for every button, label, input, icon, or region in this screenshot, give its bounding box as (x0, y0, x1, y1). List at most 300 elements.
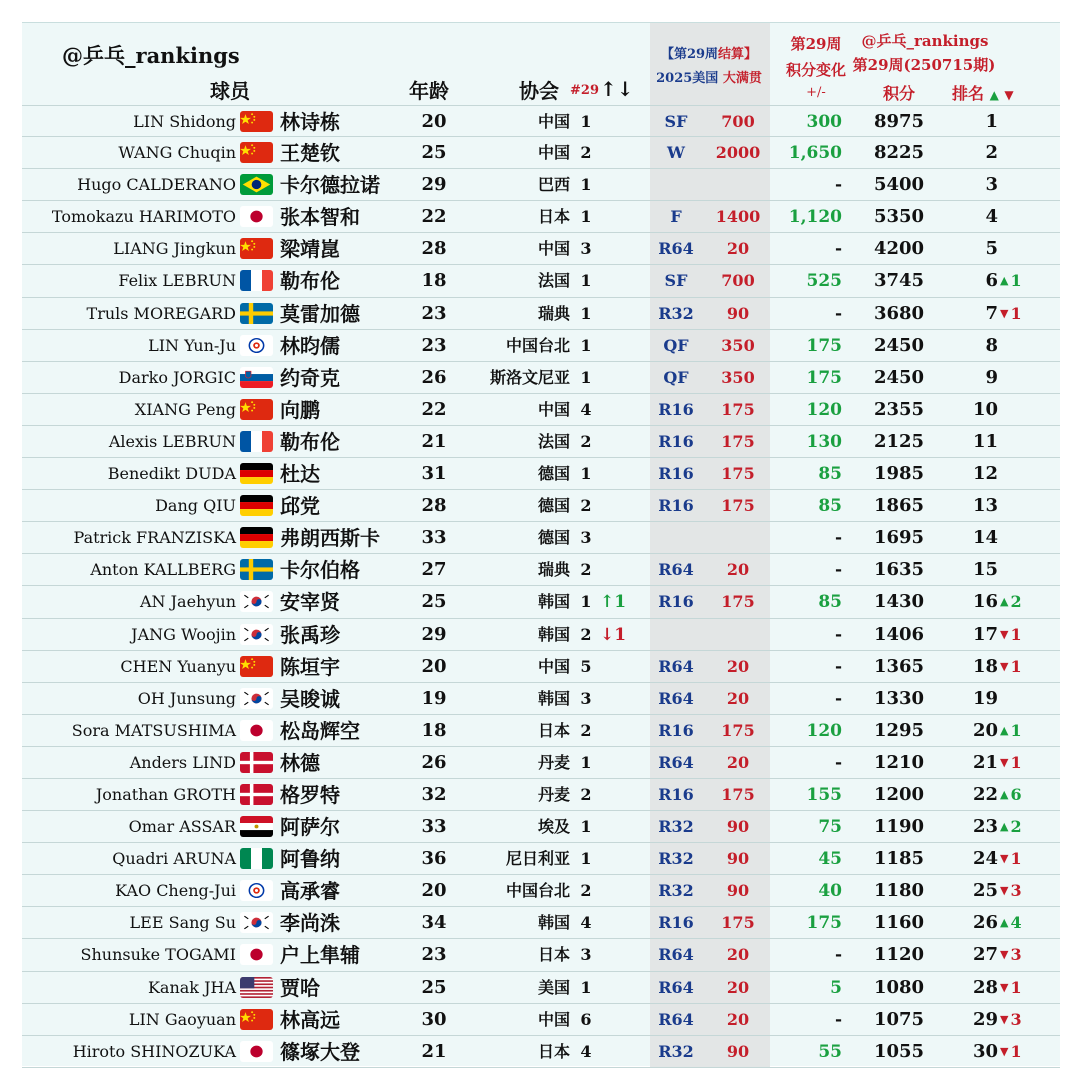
table-row (22, 715, 1060, 747)
ranking-points: 5400 (873, 174, 925, 196)
player-name-en: Felix LEBRUN (118, 271, 236, 291)
header-points: 积分 (882, 84, 915, 103)
association-rank: 1 (580, 207, 592, 227)
world-rank: 2 (985, 142, 998, 164)
player-name-en: Benedikt DUDA (107, 464, 236, 484)
player-name-en: CHEN Yuanyu (120, 656, 236, 676)
points-change: - (834, 239, 842, 260)
event-round: QF (663, 335, 689, 355)
sweden-flag-icon (240, 559, 273, 580)
player-name-cn: 林德 (280, 750, 320, 775)
header-change-week: 第29周 (790, 35, 842, 53)
rank-move-value: 1 (1010, 1041, 1022, 1061)
player-age: 28 (421, 495, 447, 517)
player-name-en: Anton KALLBERG (90, 560, 236, 580)
germany-flag-icon (240, 463, 273, 484)
rank-down-icon: ▼ (1000, 627, 1009, 641)
rank-move (1000, 1036, 1022, 1068)
points-change: - (834, 303, 842, 324)
association-rank: 5 (580, 656, 592, 676)
ranking-points: 1985 (873, 463, 925, 485)
watermark-handle: @乒乓_rankings (62, 43, 240, 68)
world-rank: 29 (972, 1008, 998, 1030)
world-rank: 17 (972, 623, 998, 645)
event-round: R64 (658, 239, 694, 259)
ranking-points: 5350 (873, 206, 925, 228)
header-change-sign: +/- (806, 85, 826, 100)
player-association: 德国 (537, 528, 570, 548)
event-points: 20 (726, 656, 750, 676)
event-points: 175 (721, 913, 755, 933)
event-round: R64 (658, 1009, 694, 1029)
china-flag-icon (240, 1009, 273, 1030)
rank-move (1000, 907, 1022, 939)
table-row (22, 747, 1060, 779)
world-rank: 16 (972, 591, 998, 613)
world-rank: 6 (985, 270, 998, 292)
event-points: 20 (726, 239, 750, 259)
event-points: 90 (726, 817, 750, 837)
player-age: 23 (421, 302, 447, 324)
event-round: R16 (658, 720, 694, 740)
player-name-en: Kanak JHA (147, 977, 236, 997)
event-points: 175 (721, 592, 755, 612)
points-change: 1,650 (788, 143, 842, 164)
association-rank: 2 (580, 496, 592, 516)
header-event-settle: 结算】 (718, 47, 758, 62)
association-rank: 4 (580, 399, 592, 419)
event-round: R32 (658, 303, 694, 323)
player-name-cn: 勒布伦 (280, 429, 340, 454)
event-round: R64 (658, 977, 694, 997)
table-row (22, 169, 1060, 201)
points-change: 155 (806, 784, 842, 805)
event-round: R64 (658, 560, 694, 580)
points-change: - (834, 1009, 842, 1030)
world-rank: 10 (972, 398, 998, 420)
header-event-line1 (646, 43, 772, 62)
rank-move (1000, 265, 1022, 297)
world-rank: 4 (985, 206, 998, 228)
association-rank: 1 (580, 271, 592, 291)
denmark-flag-icon (240, 752, 273, 773)
player-name-cn: 杜达 (280, 462, 320, 487)
player-name-en: Shunsuke TOGAMI (80, 945, 236, 965)
player-name-en: AN Jaehyun (139, 592, 236, 612)
player-name-en: KAO Cheng-Jui (115, 881, 236, 901)
world-rank: 3 (985, 174, 998, 196)
player-association: 中国 (537, 143, 570, 163)
points-change: 130 (806, 431, 842, 452)
player-age: 32 (421, 783, 447, 805)
ranking-points: 3745 (873, 270, 925, 292)
rank-move (1000, 1004, 1022, 1036)
world-rank: 26 (972, 912, 998, 934)
ranking-points: 4200 (873, 238, 925, 260)
japan-flag-icon (240, 944, 273, 965)
rank-move-value: 1 (1010, 271, 1022, 291)
points-change: 75 (818, 817, 842, 838)
rank-move (1000, 972, 1022, 1004)
header-handle: @乒乓_rankings (861, 32, 989, 50)
player-name-en: Patrick FRANZISKA (73, 528, 236, 548)
player-name-cn: 陈垣宇 (280, 654, 340, 679)
player-name-cn: 阿鲁纳 (280, 847, 340, 872)
player-name-cn: 格罗特 (280, 782, 340, 807)
event-round: R32 (658, 849, 694, 869)
table-row (22, 972, 1060, 1004)
association-rank: 1 (580, 367, 592, 387)
association-rank: 1 (580, 464, 592, 484)
header-event-name: 2025美国 (656, 71, 719, 86)
table-row (22, 522, 1060, 554)
player-name-cn: 约奇克 (280, 365, 340, 390)
points-change: - (834, 945, 842, 966)
world-rank: 19 (972, 687, 998, 709)
china-flag-icon (240, 142, 273, 163)
rank-down-icon: ▼ (1000, 884, 1009, 898)
association-rank: 2 (580, 720, 592, 740)
event-points: 175 (721, 399, 755, 419)
points-change: 85 (818, 496, 842, 517)
event-points: 350 (721, 335, 755, 355)
player-name-cn: 松岛辉空 (280, 718, 360, 743)
header-player: 球员 (210, 79, 250, 103)
player-name-en: Hiroto SHINOZUKA (72, 1041, 236, 1061)
table-row (22, 233, 1060, 265)
player-association: 中国 (537, 112, 570, 131)
player-name-en: OH Junsung (137, 688, 236, 708)
player-age: 25 (421, 142, 447, 164)
player-age: 22 (421, 398, 447, 420)
world-rank: 30 (972, 1040, 998, 1062)
korea-flag-icon (240, 624, 273, 645)
table-row (22, 907, 1060, 939)
player-association: 中国 (537, 239, 570, 259)
table-row (22, 779, 1060, 811)
ranking-points: 1075 (873, 1008, 925, 1030)
player-age: 19 (421, 687, 447, 709)
event-points: 700 (721, 271, 755, 291)
association-rank: 1 (580, 592, 592, 612)
ranking-points: 8975 (873, 111, 925, 132)
points-change: - (834, 175, 842, 196)
player-association: 美国 (537, 977, 570, 997)
player-age: 23 (421, 334, 447, 356)
association-rank: 2 (580, 431, 592, 451)
table-row (22, 554, 1060, 586)
player-association: 法国 (537, 271, 570, 291)
event-points: 90 (726, 881, 750, 901)
points-change: 85 (818, 592, 842, 613)
player-association: 日本 (537, 720, 570, 740)
player-age: 33 (421, 527, 447, 549)
rank-move (1000, 843, 1022, 875)
korea-flag-icon (240, 688, 273, 709)
rank-up-icon: ▲ (1000, 916, 1009, 930)
player-name-en: Alexis LEBRUN (108, 431, 236, 451)
rank-move (1000, 875, 1022, 907)
world-rank: 13 (972, 495, 998, 517)
table-row (22, 683, 1060, 715)
event-round: R16 (658, 496, 694, 516)
rank-move (1000, 811, 1022, 843)
rank-move (1000, 586, 1022, 618)
event-points: 175 (721, 496, 755, 516)
player-association: 日本 (537, 207, 570, 227)
event-round: SF (664, 112, 688, 131)
table-row (22, 586, 1060, 618)
player-name-cn: 向鹏 (280, 397, 320, 422)
ranking-points: 2450 (873, 334, 925, 356)
rank-move (1000, 747, 1022, 779)
header-event-line2 (638, 67, 780, 86)
egypt-flag-icon (240, 816, 273, 837)
table-row (22, 811, 1060, 843)
player-association: 中国 (537, 399, 570, 419)
points-change: - (834, 624, 842, 645)
china-flag-icon (240, 399, 273, 420)
table-row (22, 330, 1060, 362)
rank-up-icon: ▲ (1000, 595, 1009, 609)
rank-move-value: 4 (1010, 913, 1022, 933)
points-change: 175 (806, 913, 842, 934)
world-rank: 12 (972, 463, 998, 485)
player-name-cn: 卡尔伯格 (280, 558, 360, 583)
table-row (22, 1004, 1060, 1036)
player-association: 德国 (537, 464, 570, 484)
rank-up-icon: ▲ (1000, 274, 1009, 288)
rank-down-icon: ▼ (1000, 1012, 1009, 1026)
rank-down-icon: ▼ (1000, 980, 1009, 994)
ranking-table (22, 105, 1060, 1068)
player-name-en: XIANG Peng (134, 399, 236, 419)
table-row (22, 265, 1060, 297)
rank-move-value: 3 (1010, 945, 1022, 965)
player-name-en: Dang QIU (155, 496, 236, 516)
player-association: 中国 (537, 656, 570, 676)
event-points: 350 (721, 367, 755, 387)
event-round: R64 (658, 945, 694, 965)
world-rank: 11 (972, 430, 998, 452)
table-row (22, 426, 1060, 458)
player-age: 21 (421, 1040, 447, 1062)
association-rank: 1 (580, 817, 592, 837)
association-rank: 1 (580, 112, 592, 131)
event-points: 1400 (715, 207, 761, 227)
header-rank (952, 81, 1014, 104)
player-age: 36 (421, 848, 447, 870)
player-name-en: LIN Shidong (133, 112, 236, 131)
player-association: 韩国 (537, 913, 570, 933)
player-name-cn: 邱党 (280, 494, 320, 519)
association-rank: 3 (580, 239, 592, 259)
association-rank: 2 (580, 560, 592, 580)
slovenia-flag-icon (240, 367, 273, 388)
association-rank: 1 (580, 752, 592, 772)
rank-up-icon: ▲ (1000, 723, 1009, 737)
event-points: 20 (726, 945, 750, 965)
player-name-en: Anders LIND (129, 752, 236, 772)
world-rank: 14 (972, 527, 998, 549)
germany-flag-icon (240, 527, 273, 548)
header-assoc-rank-week: #29 (570, 83, 599, 98)
event-points: 175 (721, 784, 755, 804)
rank-down-icon: ▼ (1004, 88, 1014, 102)
header-association: 协会 (519, 79, 559, 103)
player-name-cn: 安宰贤 (280, 590, 340, 615)
table-row (22, 394, 1060, 426)
ranking-points: 2450 (873, 366, 925, 388)
association-rank: 1 (580, 175, 592, 195)
world-rank: 25 (972, 880, 998, 902)
rank-move-value: 3 (1010, 1009, 1022, 1029)
player-age: 28 (421, 238, 447, 260)
player-association: 巴西 (537, 175, 570, 195)
rank-move-value: 1 (1010, 624, 1022, 644)
china-flag-icon (240, 656, 273, 677)
player-name-cn: 王楚钦 (280, 141, 340, 166)
korea-flag-icon (240, 591, 273, 612)
points-change: 85 (818, 464, 842, 485)
world-rank: 18 (972, 655, 998, 677)
player-association: 瑞典 (537, 560, 570, 580)
rank-down-icon: ▼ (1000, 659, 1009, 673)
event-round: R32 (658, 1041, 694, 1061)
player-name-cn: 吴晙诚 (280, 686, 340, 711)
world-rank: 7 (985, 302, 998, 324)
player-name-en: Omar ASSAR (128, 817, 236, 837)
header-week-issue: 第29周(250715期) (852, 56, 996, 74)
table-row (22, 298, 1060, 330)
event-points: 90 (726, 1041, 750, 1061)
association-rank: 4 (580, 1041, 592, 1061)
world-rank: 21 (972, 751, 998, 773)
brazil-flag-icon (240, 174, 273, 195)
rank-down-icon: ▼ (1000, 852, 1009, 866)
table-row (22, 105, 1060, 137)
player-age: 25 (421, 976, 447, 998)
association-rank: 1 (580, 849, 592, 869)
ranking-points: 1430 (873, 591, 925, 613)
player-name-cn: 高承睿 (280, 879, 340, 904)
player-name-en: Truls MOREGARD (86, 303, 236, 323)
points-change: 40 (818, 881, 842, 902)
event-points: 20 (726, 1009, 750, 1029)
association-rank: 2 (580, 881, 592, 901)
table-row (22, 458, 1060, 490)
event-round: W (667, 143, 685, 163)
ranking-points: 1865 (873, 495, 925, 517)
event-points: 20 (726, 752, 750, 772)
rank-down-icon: ▼ (1000, 306, 1009, 320)
player-age: 20 (421, 655, 447, 677)
event-round: R64 (658, 656, 694, 676)
points-change: 5 (830, 977, 842, 998)
player-association: 中国 (537, 1009, 570, 1029)
china-flag-icon (240, 238, 273, 259)
rank-down-icon: ▼ (1000, 1044, 1009, 1058)
rank-move (1000, 939, 1022, 971)
player-age: 18 (421, 719, 447, 741)
player-association: 德国 (537, 496, 570, 516)
player-name-cn: 张本智和 (280, 205, 360, 230)
points-change: 120 (806, 720, 842, 741)
table-row (22, 201, 1060, 233)
player-age: 21 (421, 430, 447, 452)
points-change: 300 (806, 112, 842, 132)
event-round: R32 (658, 881, 694, 901)
points-change: 45 (818, 849, 842, 870)
table-row (22, 490, 1060, 522)
korea-flag-icon (240, 912, 273, 933)
player-age: 34 (421, 912, 447, 934)
ranking-points: 1695 (873, 527, 925, 549)
rank-move-value: 1 (1010, 656, 1022, 676)
player-name-cn: 李尚洙 (280, 911, 340, 936)
rank-move-value: 1 (1010, 720, 1022, 740)
player-name-cn: 林昀儒 (280, 333, 340, 358)
rank-down-icon: ▼ (1000, 948, 1009, 962)
player-age: 23 (421, 944, 447, 966)
player-association: 尼日利亚 (505, 849, 570, 869)
world-rank: 24 (972, 848, 998, 870)
points-change: 175 (806, 335, 842, 356)
event-points: 175 (721, 464, 755, 484)
association-rank: 1 (580, 977, 592, 997)
player-age: 33 (421, 816, 447, 838)
world-rank: 22 (972, 783, 998, 805)
rank-up-icon: ▲ (989, 88, 999, 102)
world-rank: 8 (985, 334, 998, 356)
rank-move-value: 6 (1010, 784, 1022, 804)
ranking-points: 1190 (873, 816, 925, 838)
association-rank: 3 (580, 945, 592, 965)
world-rank: 20 (972, 719, 998, 741)
rank-move-value: 1 (1010, 977, 1022, 997)
ranking-points: 1160 (873, 912, 925, 934)
player-association: 韩国 (537, 592, 570, 612)
ranking-points: 1185 (873, 848, 925, 870)
player-association: 韩国 (537, 624, 570, 644)
rank-move-value: 1 (1010, 849, 1022, 869)
points-change: 525 (806, 271, 842, 292)
player-age: 29 (421, 174, 447, 196)
player-name-cn: 篠塚大登 (280, 1039, 360, 1064)
rank-up-icon: ▲ (1000, 820, 1009, 834)
world-rank: 28 (972, 976, 998, 998)
points-change: - (834, 560, 842, 581)
event-points: 175 (721, 431, 755, 451)
player-age: 20 (421, 111, 447, 132)
table-row (22, 362, 1060, 394)
player-name-en: Hugo CALDERANO (77, 175, 236, 195)
denmark-flag-icon (240, 784, 273, 805)
association-rank: 2 (580, 784, 592, 804)
rankings-sheet (22, 22, 1060, 1066)
rank-move (1000, 779, 1022, 811)
ranking-points: 1295 (873, 719, 925, 741)
france-flag-icon (240, 270, 273, 291)
japan-flag-icon (240, 1041, 273, 1062)
germany-flag-icon (240, 495, 273, 516)
table-row (22, 939, 1060, 971)
player-name-en: LEE Sang Su (129, 913, 236, 933)
event-points: 90 (726, 303, 750, 323)
player-name-en: Jonathan GROTH (95, 784, 236, 804)
japan-flag-icon (240, 206, 273, 227)
rank-move (1000, 619, 1022, 651)
